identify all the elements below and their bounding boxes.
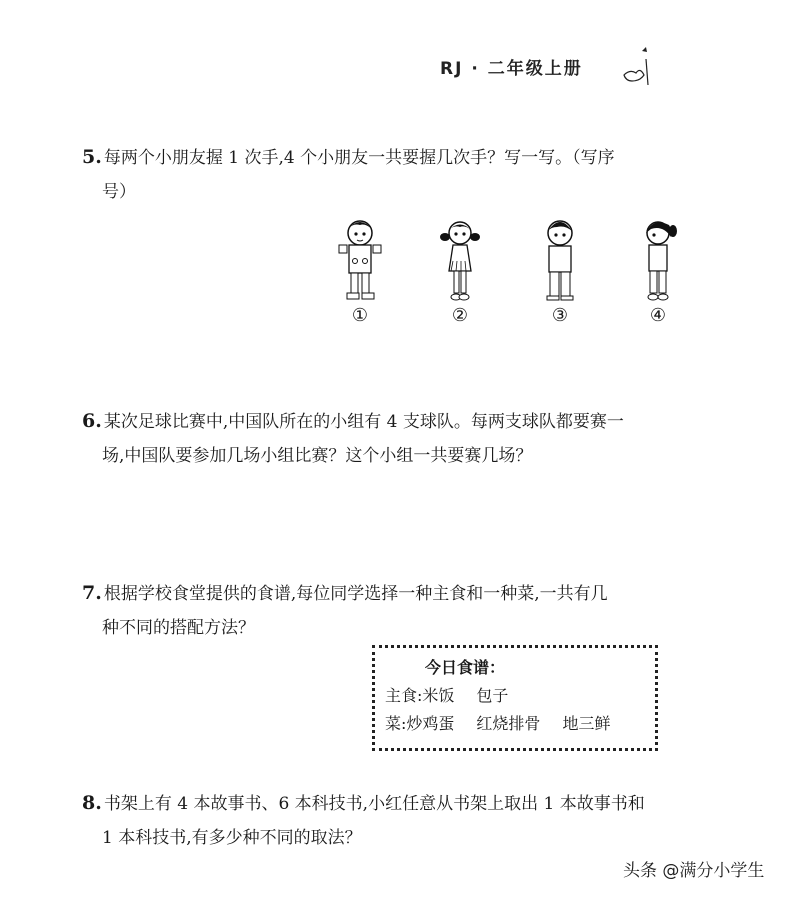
question-number: 8. (82, 792, 102, 814)
watermark: 头条 @满分小学生 (623, 861, 765, 881)
question-8 (82, 786, 645, 855)
staple-item: 包子 (476, 686, 509, 705)
page-header-title: RJ · 二年级上册 (440, 59, 583, 79)
boy-figure-icon (535, 215, 585, 303)
staples-label: 主食: (385, 686, 423, 705)
question-text-cont: 1 本科技书,有多少种不同的取法？ (102, 828, 362, 848)
menu-staples-row (385, 682, 645, 710)
cartoon-decoration-icon (620, 45, 650, 90)
question-text: 书架上有 4 本故事书、6 本科技书,小红任意从书架上取出 1 本故事书和 (103, 794, 645, 814)
question-text-cont: 场,中国队要参加几场小组比赛？这个小组一共要赛几场？ (102, 446, 533, 466)
question-text-cont: 号） (102, 182, 136, 202)
question-number: 6. (82, 410, 102, 432)
question-number: 7. (82, 582, 102, 604)
menu-box (372, 645, 658, 751)
girl-figure-icon (435, 215, 485, 303)
question-number: 5. (82, 146, 102, 168)
menu-dishes-row (385, 710, 645, 738)
dish-item: 地三鲜 (562, 714, 611, 733)
question-text: 每两个小朋友握 1 次手,4 个小朋友一共要握几次手？写一写。（写序 (103, 148, 615, 168)
dish-item: 红烧排骨 (476, 714, 541, 733)
question-text: 某次足球比赛中,中国队所在的小组有 4 支球队。每两支球队都要赛一 (103, 412, 624, 432)
child-label-2: ② (451, 305, 469, 326)
child-label-3: ③ (551, 305, 569, 326)
menu-title: 今日食谱： (425, 658, 506, 677)
child-label-1: ① (351, 305, 369, 326)
question-text: 根据学校食堂提供的食谱,每位同学选择一种主食和一种菜,一共有几 (103, 584, 608, 604)
children-illustration (335, 215, 685, 330)
question-text-cont: 种不同的搭配方法？ (102, 618, 255, 638)
question-6 (82, 404, 624, 473)
girl-figure-icon (633, 215, 683, 303)
dishes-label: 菜: (385, 714, 407, 733)
question-7 (82, 576, 608, 645)
child-label-4: ④ (649, 305, 667, 326)
question-5 (82, 140, 615, 209)
boy-figure-icon (335, 215, 385, 303)
dish-item: 炒鸡蛋 (406, 714, 455, 733)
staple-item: 米饭 (422, 686, 455, 705)
